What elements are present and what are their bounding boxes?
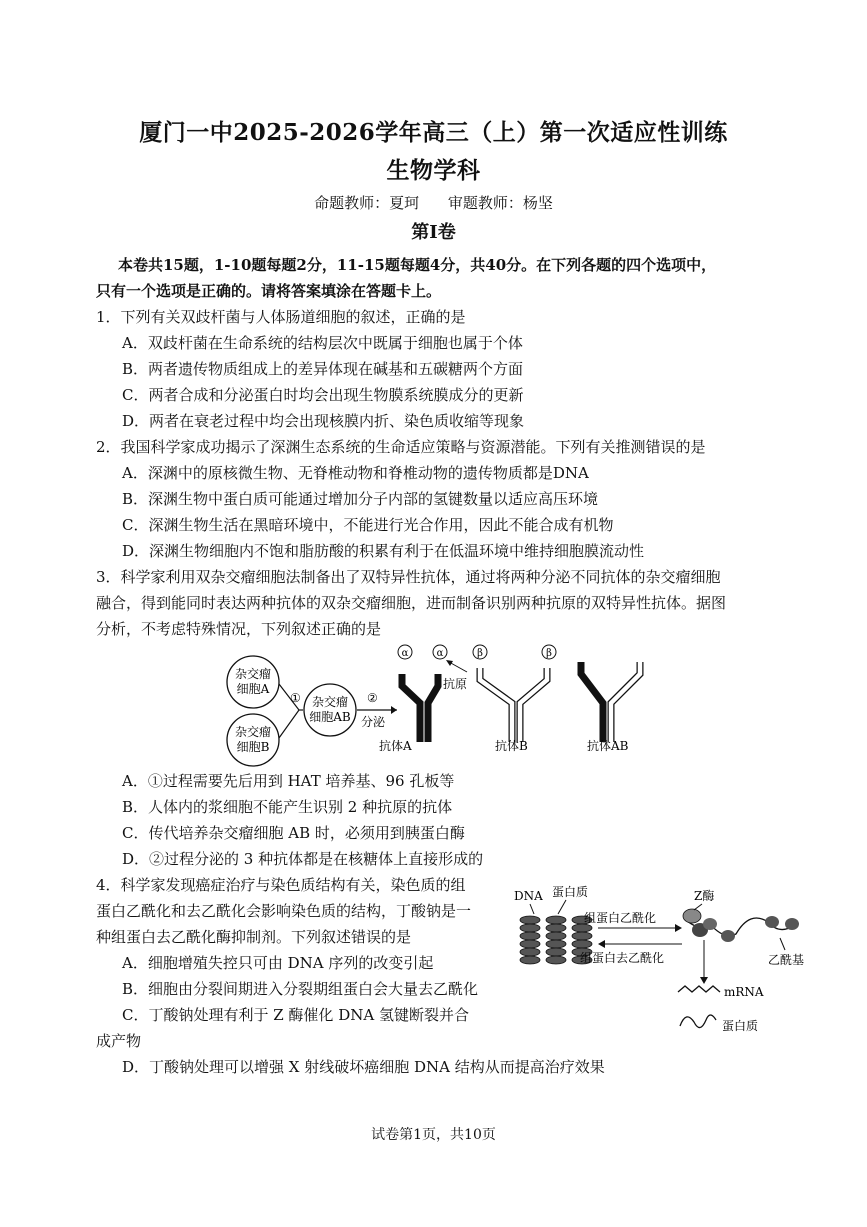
relaxed-chromatin: [686, 916, 799, 942]
question-1-stem: 1．下列有关双歧杆菌与人体肠道细胞的叙述，正确的是: [96, 308, 466, 326]
protein-label: 蛋白质: [552, 885, 589, 899]
product-protein-label: 蛋白质: [722, 1019, 759, 1033]
mrna-label: mRNA: [724, 985, 764, 999]
beta-label-left: β: [477, 648, 483, 659]
reviewer-name: 审题教师：杨坚: [447, 194, 553, 212]
cell-a-label-1: 杂交瘤: [234, 667, 272, 681]
antibody-b-label: 抗体B: [495, 739, 528, 753]
question-2-option-d: D．深渊生物细胞内不饱和脂肪酸的积累有利于在低温环境中维持细胞膜流动性: [122, 542, 645, 560]
antibody-ab-shape: [581, 662, 640, 742]
protein-coil: [680, 1015, 716, 1028]
cell-b-label-1: 杂交瘤: [234, 725, 272, 739]
question-3-option-d: D．②过程分泌的 3 种抗体都是在核糖体上直接形成的: [122, 850, 484, 868]
chromatin-diagram: [510, 880, 820, 1045]
acetylation-label: 组蛋白乙酰化: [584, 911, 657, 925]
question-1-option-d: D．两者在衰老过程中均会出现核膜内折、染色质收缩等现象: [122, 412, 525, 430]
alpha-label-right: α: [436, 648, 444, 659]
antibody-diagram: [215, 640, 665, 770]
instructions-line-2: 只有一个选项是正确的。请将答案填涂在答题卡上。: [96, 282, 442, 300]
question-3-option-c: C．传代培养杂交瘤细胞 AB 时，必须用到胰蛋白酶: [122, 824, 465, 842]
question-2-stem: 2．我国科学家成功揭示了深渊生态系统的生命适应策略与资源潜能。下列有关推测错误的是: [96, 438, 706, 456]
cell-b-label-2: 细胞B: [236, 740, 270, 754]
antigen-label: 抗原: [443, 677, 468, 691]
beta-label-right: β: [546, 648, 552, 659]
acetyl-label: 乙酰基: [768, 953, 805, 967]
question-3-stem-2: 融合，得到能同时表达两种抗体的双杂交瘤细胞，进而制备识别两种抗原的双特异性抗体。据图: [96, 594, 727, 612]
antibody-ab-label: 抗体AB: [587, 739, 629, 753]
deacetylation-label: 组蛋白去乙酰化: [580, 951, 665, 965]
cell-ab-label-2: 细胞AB: [309, 710, 351, 724]
question-2-option-c: C．深渊生物生活在黑暗环境中，不能进行光合作用，因此不能合成有机物: [122, 516, 614, 534]
antibody-a-label: 抗体A: [379, 739, 412, 753]
secrete-label: 分泌: [361, 715, 386, 729]
question-4-option-a: A．细胞增殖失控只可由 DNA 序列的改变引起: [122, 954, 434, 972]
question-4-stem-2: 蛋白乙酰化和去乙酰化会影响染色质的结构，丁酸钠是一: [96, 902, 472, 920]
question-3-stem-3: 分析，不考虑特殊情况，下列叙述正确的是: [96, 620, 382, 638]
page-footer: 试卷第1页，共10页: [371, 1127, 496, 1143]
section-title: 第Ⅰ卷: [411, 222, 456, 243]
z-enzyme-label: Z酶: [694, 889, 715, 903]
question-4-option-b: B．细胞由分裂间期进入分裂期组蛋白会大量去乙酰化: [122, 980, 479, 998]
step-1-label: ①: [290, 691, 301, 705]
question-4-option-d: D．丁酸钠处理可以增强 X 射线破坏癌细胞 DNA 结构从而提高治疗效果: [122, 1058, 605, 1076]
cell-a-label-2: 细胞A: [236, 682, 270, 696]
z-enzyme-blob: [683, 909, 701, 923]
antibody-a-shape: [402, 674, 438, 742]
dna-label: DNA: [514, 889, 543, 903]
setter-name: 命题教师：夏珂: [314, 194, 420, 212]
question-3-stem-1: 3．科学家利用双杂交瘤细胞法制备出了双特异性抗体，通过将两种分泌不同抗体的杂交瘤细胞: [96, 568, 721, 586]
mrna-wave: [678, 986, 720, 992]
teachers-line: [0, 192, 867, 213]
question-1-option-b: B．两者遗传物质组成上的差异体现在碱基和五碳糖两个方面: [122, 360, 524, 378]
subject-title: 生物学科: [386, 157, 481, 184]
question-4-stem-1: 4．科学家发现癌症治疗与染色质结构有关，染色质的组: [96, 876, 466, 894]
nucleosome-stack-2: [546, 916, 566, 964]
step-2-label: ②: [367, 691, 378, 705]
question-2-option-b: B．深渊生物中蛋白质可能通过增加分子内部的氢键数量以适应高压环境: [122, 490, 599, 508]
antigen-arrow: [449, 662, 467, 672]
question-4-option-c: C．丁酸钠处理有利于 Z 酶催化 DNA 氢键断裂并合: [122, 1006, 469, 1024]
question-1-option-c: C．两者合成和分泌蛋白时均会出现生物膜系统膜成分的更新: [122, 386, 524, 404]
nucleosome-stack-1: [520, 916, 540, 964]
question-3-option-b: B．人体内的浆细胞不能产生识别 2 种抗原的抗体: [122, 798, 453, 816]
instructions-line-1: 本卷共15题，1-10题每题2分，11-15题每题4分，共40分。在下列各题的四个选项中，: [118, 256, 717, 274]
cell-ab-label-1: 杂交瘤: [311, 695, 349, 709]
antibody-b-shape: [480, 668, 547, 742]
question-1-option-a: A．双歧杆菌在生命系统的结构层次中既属于细胞也属于个体: [122, 334, 523, 352]
question-3-option-a: A．①过程需要先后用到 HAT 培养基、96 孔板等: [122, 772, 455, 790]
question-4-option-c-cont: 成产物: [96, 1032, 142, 1050]
question-2-option-a: A．深渊中的原核微生物、无脊椎动物和脊椎动物的遗传物质都是DNA: [122, 464, 589, 482]
alpha-label-left: α: [401, 648, 409, 659]
question-4-stem-3: 种组蛋白去乙酰化酶抑制剂。下列叙述错误的是: [96, 928, 412, 946]
exam-title: 厦门一中2025-2026学年高三（上）第一次适应性训练: [139, 119, 728, 146]
